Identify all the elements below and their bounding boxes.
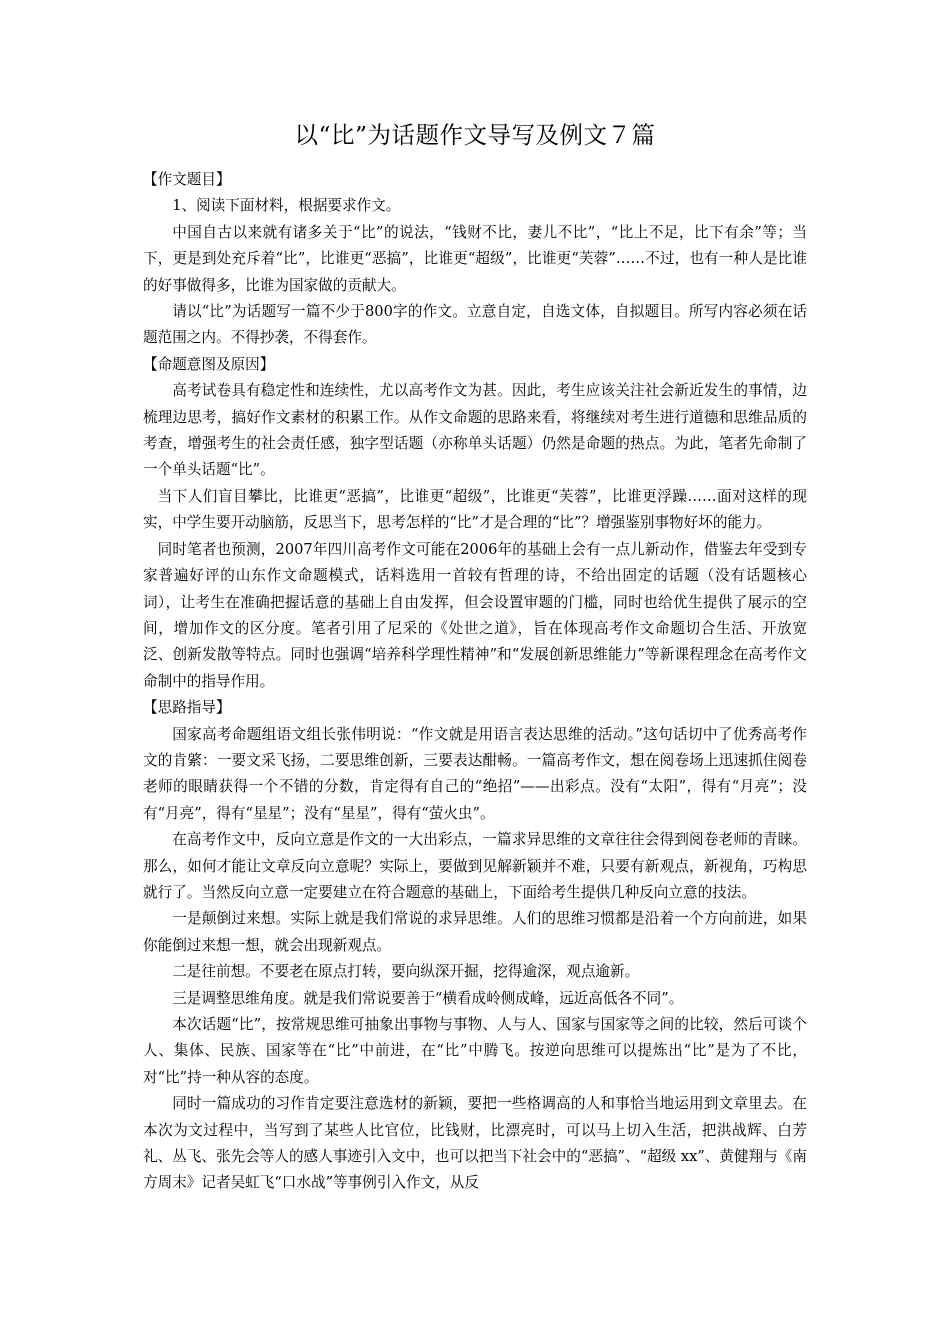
- paragraph: 三是调整思维角度。就是我们常说要善于“横看成岭侧成峰，远近高低各不同”。: [172, 989, 684, 1007]
- paragraph: 一是颠倒过来想。实际上就是我们常说的求异思维。人们的思维习惯都是沿着一个方向前进，如果你能倒过来想一想，就会出现新观点。: [143, 910, 807, 954]
- paragraph: 中国自古以来就有诸多关于“比”的说法，“钱财不比，妻儿不比”，“比上不足，比下有余”等；当下，更是到处充斥着“比”，比谁更“恶搞”，比谁更“超级”，比谁更“芙蓉”……不过，也有一种人是比谁的好事做得多，比谁为国家做的贡献大。: [143, 223, 807, 294]
- paragraph: 在高考作文中，反向立意是作文的一大出彩点，一篇求异思维的文章往往会得到阅卷老师的青睐。那么，如何才能让文章反向立意呢？实际上，要做到见解新颖并不难，只要有新观点，新视角，巧构思就行了。当然反向立意一定要建立在符合题意的基础上，下面给考生提供几种反向立意的技法。: [143, 831, 807, 901]
- paragraph: 同时一篇成功的习作肯定要注意选材的新颖，要把一些格调高的人和事恰当地运用到文章里去。在本次为文过程中，当写到了某些人比官位，比钱财，比漂亮时，可以马上切入生活，把洪战辉、白芳礼、丛飞、张先会等人的感人事迹引入文中，也可以把当下社会中的“恶搞”、“超级 xx”、黄健翔与《南方周末》记者吴虹飞“口水战”等事例引入作文，从反: [143, 1095, 807, 1192]
- section-heading-guidance: 【思路指导】: [143, 699, 231, 717]
- document-title: 以“比”为话题作文导写及例文７篇: [294, 121, 656, 149]
- section-heading-topic: 【作文题目】: [143, 171, 231, 188]
- paragraph: 本次话题“比”，按常规思维可抽象出事物与事物、人与人、国家与国家等之间的比较，然后可谈个人、集体、民族、国家等在“比”中前进，在“比”中腾飞。按逆向思维可以提炼出“比”是为了不比，对“比”持一种从容的态度。: [143, 1016, 807, 1086]
- paragraph: 二是往前想。不要老在原点打转，要向纵深开掘，挖得逾深，观点逾新。: [172, 963, 640, 981]
- paragraph: 1、阅读下面材料，根据要求作文。: [172, 197, 401, 215]
- paragraph: 高考试卷具有稳定性和连续性，尤以高考作文为甚。因此，考生应该关注社会新近发生的事情，边梳理边思考，搞好作文素材的积累工作。从作文命题的思路来看，将继续对考生进行道德和思维品质的考查，增强考生的社会责任感，独字型话题（亦称单头话题）仍然是命题的热点。为此，笔者先命制了一个单头话题“比”。: [143, 382, 807, 479]
- paragraph: 请以“比”为话题写一篇不少于800字的作文。立意自定，自选文体，自拟题目。所写内容必须在话题范围之内。不得抄袭，不得套作。: [143, 303, 807, 347]
- paragraph: 当下人们盲目攀比，比谁更“恶搞”，比谁更“超级”，比谁更“芙蓉”，比谁更浮躁……面对这样的现实，中学生要开动脑筋，反思当下，思考怎样的“比”才是合理的“比”？增强鉴别事物好坏的能力。: [143, 487, 807, 532]
- document-body: [143, 167, 807, 1197]
- document-page: [143, 0, 807, 1197]
- section-heading-intent: 【命题意图及原因】: [143, 355, 275, 373]
- paragraph: 同时笔者也预测，2007年四川高考作文可能在2006年的基础上会有一点儿新动作，借鉴去年受到专家普遍好评的山东作文命题模式，话料选用一首较有哲理的诗，不给出固定的话题（没有话题核心词），让考生在准确把握话意的基础上自由发挥，但会设置审题的门槛，同时也给优生提供了展示的空间，增加作文的区分度。笔者引用了尼采的《处世之道》，旨在体现高考作文命题切合生活、开放宽泛、创新发散等特点。同时也强调“培养科学理性精神”和“发展创新思维能力”等新课程理念在高考作文命制中的指导作用。: [143, 540, 807, 690]
- paragraph: 国家高考命题组语文组长张伟明说：“作文就是用语言表达思维的活动。”这句话切中了优秀高考作文的肯綮：一要文采飞扬，二要思维创新，三要表达酣畅。一篇高考作文，想在阅卷场上迅速抓住阅卷老师的眼睛获得一个不错的分数，肯定得有自己的“绝招”——出彩点。没有“太阳”，得有“月亮”；没有“月亮”，得有“星星”；没有“星星”，得有“萤火虫”。: [143, 725, 807, 822]
